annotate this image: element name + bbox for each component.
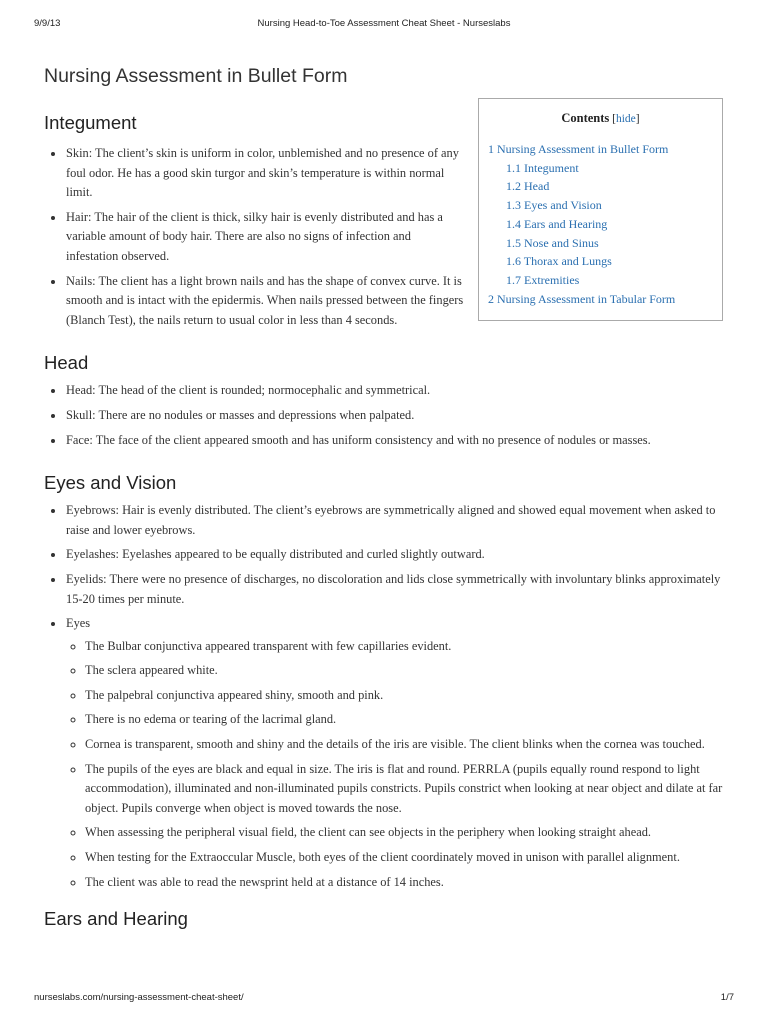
toc-link-assessment-tabular[interactable] (488, 292, 675, 306)
list-item: • Head: The head of the client is rounded; normocephalic and symmetrical. (65, 381, 726, 401)
toc-item (488, 140, 722, 159)
sub-list-item: ◦ When assessing the peripheral visual field, the client can see objects in the periphery when looking straight ahead. (85, 823, 726, 843)
toc-list (479, 140, 722, 308)
toc-link-thorax[interactable] (506, 254, 612, 268)
toc-num: 1.3 (506, 198, 521, 213)
print-header (34, 18, 734, 32)
toc-num: 1 (488, 142, 494, 156)
list-item: • Face: The face of the client appeared smooth and has uniform consistency and with no presence of nodules or masses. (65, 431, 726, 451)
toc-num: 1.5 (506, 235, 521, 250)
toc-label: Integument (524, 160, 579, 175)
head-list (44, 381, 726, 450)
toc-item (488, 252, 722, 271)
section-heading-head: Head (44, 352, 89, 374)
list-item: • Eyebrows: Hair is evenly distributed. The client’s eyebrows are symmetrically aligned and showed equal movement when asked to raise and lower eyebrows. (65, 501, 726, 540)
list-item: • Hair: The hair of the client is thick, silky hair is evenly distributed and has a variable amount of body hair. There are also no signs of infection and infestation observed. (65, 208, 465, 267)
toc-link-nose[interactable] (506, 236, 599, 250)
sub-list-item: ◦ The palpebral conjunctiva appeared shiny, smooth and pink. (85, 686, 726, 706)
sub-list-item: ◦ The sclera appeared white. (85, 661, 726, 681)
toc-label: Nursing Assessment in Tabular Form (497, 291, 676, 306)
print-date: 9/9/13 (34, 18, 61, 29)
toc-label: Thorax and Lungs (523, 254, 612, 269)
toc-item (488, 215, 722, 234)
toc-hide-close: ] (635, 113, 640, 125)
toc-num: 2 (488, 291, 494, 306)
sub-list-item: ◦ Cornea is transparent, smooth and shiny and the details of the iris are visible. The client blinks when the cornea was touched. (85, 735, 726, 755)
list-item: • Skull: There are no nodules or masses and depressions when palpated. (65, 406, 726, 426)
toc-label: Eyes and Vision (524, 198, 602, 213)
toc-link-ears[interactable] (506, 217, 607, 231)
sub-list-item: ◦ The Bulbar conjunctiva appeared transparent with few capillaries evident. (85, 637, 726, 657)
toc-label: Nursing Assessment in Bullet Form (497, 142, 669, 156)
toc-hide-open: [ (609, 113, 616, 125)
toc-link-assessment-bullet[interactable] (488, 142, 668, 156)
page-title: Nursing Assessment in Bullet Form (44, 65, 348, 87)
eyes-sublist (66, 637, 726, 893)
print-footer (34, 992, 734, 1006)
sub-list-item: ◦ The pupils of the eyes are black and equal in size. The iris is flat and round. PERRLA (pupils equally round respond to light accommodation), illuminated and non-illuminated pupils constricts. Pupils constrict when looking at near object and dilate at far object. Pupils converge when object is moved towards the nose. (85, 760, 726, 819)
toc-link-extremities[interactable] (506, 273, 579, 287)
table-of-contents (478, 98, 723, 321)
print-page-title: Nursing Head-to-Toe Assessment Cheat Sheet - Nurseslabs (257, 18, 511, 29)
toc-num: 1.4 (506, 216, 521, 231)
list-item-eyes (65, 614, 726, 892)
toc-title-row (479, 111, 722, 126)
toc-title: Contents (561, 111, 610, 125)
list-item: • Eyelashes: Eyelashes appeared to be equally distributed and curled slightly outward. (65, 545, 726, 565)
toc-item (488, 234, 722, 253)
toc-item (488, 196, 722, 215)
toc-item (488, 159, 722, 178)
sub-list-item: ◦ There is no edema or tearing of the lacrimal gland. (85, 710, 726, 730)
toc-hide-link[interactable]: hide (615, 113, 636, 125)
toc-num: 1.2 (506, 179, 521, 194)
eyes-list (44, 501, 726, 892)
integument-list (44, 144, 465, 330)
section-heading-eyes: Eyes and Vision (44, 472, 177, 494)
print-url: nurseslabs.com/nursing-assessment-cheat-sheet/ (34, 992, 244, 1003)
toc-item (488, 290, 722, 309)
toc-num: 1.6 (506, 254, 521, 269)
toc-link-integument[interactable] (506, 161, 579, 175)
toc-item (488, 177, 722, 196)
toc-link-eyes[interactable] (506, 198, 602, 212)
toc-hide-wrapper (609, 113, 639, 125)
sub-list-item: ◦ The client was able to read the newsprint held at a distance of 14 inches. (85, 873, 726, 893)
list-item: • Eyelids: There were no presence of discharges, no discoloration and lids close symmetrically with involuntary blinks approximately 15-20 times per minute. (65, 570, 726, 609)
section-heading-integument: Integument (44, 112, 137, 133)
list-item: • Skin: The client’s skin is uniform in color, unblemished and no presence of any foul odor. He has a good skin turgor and skin’s temperature is within normal limit. (65, 144, 465, 203)
print-page-number: 1/7 (720, 992, 734, 1003)
toc-num: 1.7 (506, 272, 521, 287)
list-item: • Nails: The client has a light brown nails and has the shape of convex curve. It is smooth and is intact with the epidermis. When nails pressed between the fingers (Blanch Test), the nails return to usual color in less than 4 seconds. (65, 272, 465, 331)
toc-label: Head (524, 179, 550, 194)
sub-list-item: ◦ When testing for the Extraoccular Muscle, both eyes of the client coordinately moved in unison with parallel alignment. (85, 848, 726, 868)
toc-link-head[interactable] (506, 179, 549, 193)
toc-label: Ears and Hearing (524, 216, 608, 231)
section-heading-ears: Ears and Hearing (44, 908, 188, 930)
toc-num: 1.1 (506, 160, 521, 175)
toc-item (488, 271, 722, 290)
toc-label: Extremities (524, 272, 580, 287)
eyes-label: Eyes (66, 616, 91, 631)
toc-label: Nose and Sinus (524, 235, 599, 250)
